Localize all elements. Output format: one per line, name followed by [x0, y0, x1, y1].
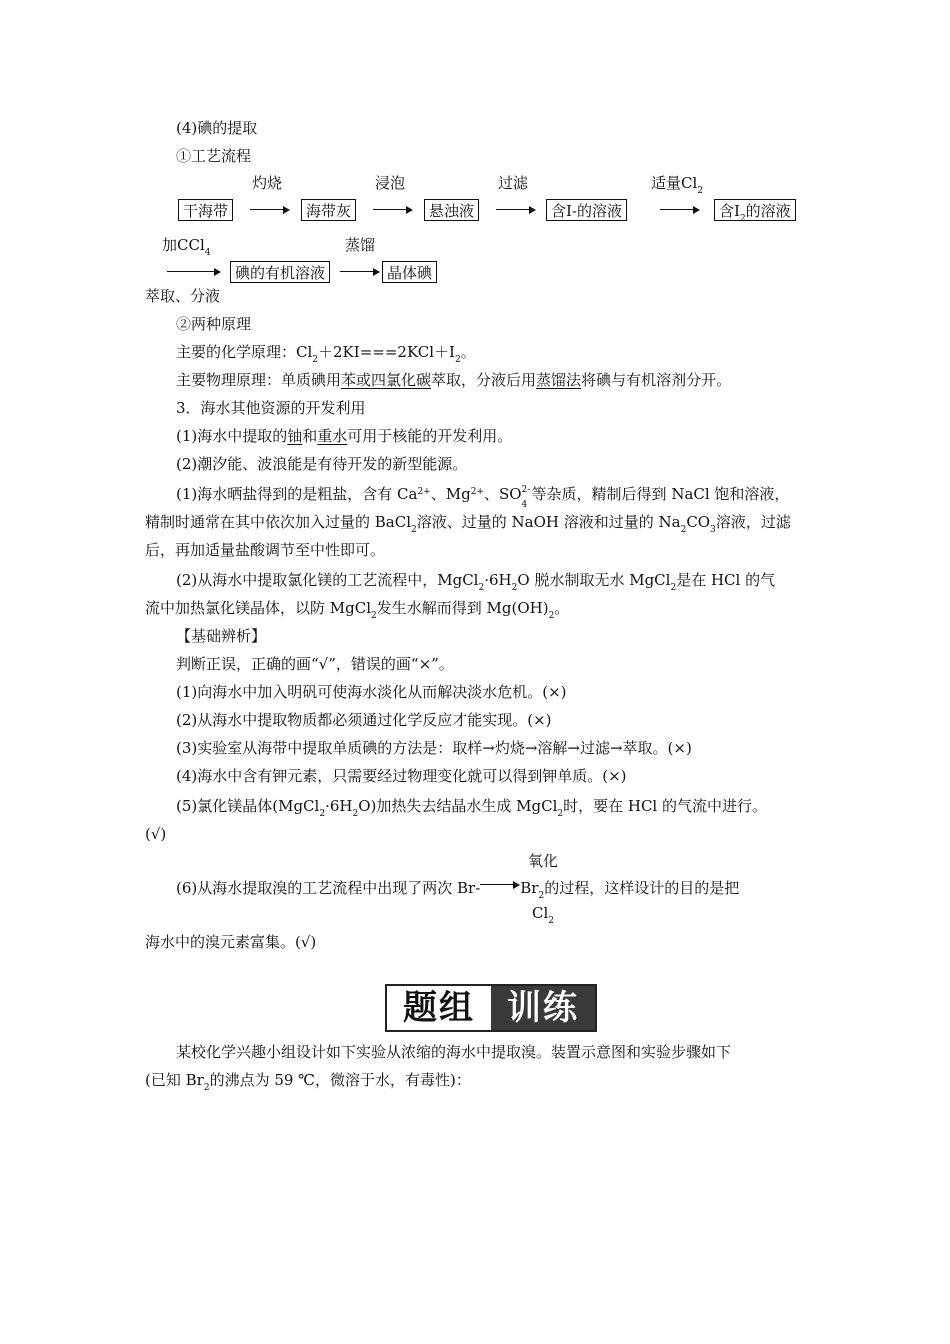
flow-label-burn: 灼烧	[252, 174, 283, 192]
note-paragraph: (2)从海水中提取氯化镁的工艺流程中，$MgCl_2\cdot 6H_2O$ 脱水制取无水 MgCl$_2$是在 HCl 的气	[176, 571, 776, 593]
flow-arrow	[496, 204, 536, 216]
banner-right: 训练	[491, 986, 595, 1030]
physical-principle: 主要物理原理：单质碘用苯或四氯化碳萃取，分液后用蒸馏法将碘与有机溶剂分开。	[176, 371, 732, 389]
section-heading-iodine: (4)碘的提取	[176, 119, 258, 137]
note-paragraph-cont: 流中加热氯化镁晶体，以防 MgCl$_2$发生水解而得到 $Mg(OH)_2$。	[145, 599, 570, 621]
flow-arrow	[250, 204, 290, 216]
paragraph: (1)海水中提取的铀和重水可用于核能的开发利用。	[176, 427, 513, 445]
flow-box-crystal-iodine: 晶体碘	[382, 261, 437, 283]
arrow-label-cl2: $Cl_2$	[532, 904, 555, 926]
flow-label-ccl4: 加CCl$_4$	[162, 236, 211, 258]
basics-item-cont: (√)	[145, 825, 167, 843]
flow-box-organic-solution: 碘的有机溶液	[230, 261, 330, 283]
flow-arrow	[167, 266, 221, 278]
flow-label-soak: 浸泡	[375, 174, 406, 192]
flow-label-filter: 过滤	[498, 174, 529, 192]
basics-item: (6)从海水提取溴的工艺流程中出现了两次 Br- $Br_2$的过程，这样设计的目的是把	[176, 879, 740, 901]
flow-box-dry-kelp: 干海带	[178, 199, 233, 221]
flow-label-extract: 萃取、分液	[145, 287, 221, 305]
principles-title: ②两种原理	[176, 315, 252, 333]
basics-item: (5)氯化镁晶体$(MgCl_2\cdot 6H_2O)$加热失去结晶水生成 MgCl$_2$时，要在 HCl 的气流中进行。	[176, 797, 768, 819]
note-paragraph-cont: 后，再加适量盐酸调节至中性即可。	[145, 541, 386, 559]
banner-left: 题组	[387, 986, 491, 1030]
chemical-principle: 主要的化学原理：$Cl_2+2KI===2KCl+I_2$。	[176, 343, 476, 365]
basics-item: (4)海水中含有钾元素，只需要经过物理变化就可以得到钾单质。(×)	[176, 767, 627, 785]
basics-item-cont: 海水中的溴元素富集。(√)	[145, 933, 317, 951]
note-paragraph-cont: 精制时通常在其中依次加入过量的 BaCl$_2$溶液、过量的 NaOH 溶液和过量的 $Na_2CO_3$溶液，过滤	[145, 513, 791, 535]
flow-title: ①工艺流程	[176, 147, 252, 165]
basics-item: (3)实验室从海带中提取单质碘的方法是：取样→灼烧→溶解→过滤→萃取。(×)	[176, 739, 692, 757]
flow-label-cl2: 适量$Cl_2$	[651, 174, 704, 196]
exercise-text: 某校化学兴趣小组设计如下实验从浓缩的海水中提取溴。装置示意图和实验步骤如下	[176, 1043, 732, 1061]
flow-arrow	[660, 204, 700, 216]
flow-label-distill: 蒸馏	[345, 236, 376, 254]
paragraph: (2)潮汐能、波浪能是有待开发的新型能源。	[176, 455, 468, 473]
reaction-arrow	[480, 879, 520, 891]
basics-item: (2)从海水中提取物质都必须通过化学反应才能实现。(×)	[176, 711, 552, 729]
basics-instruction: 判断正误，正确的画“√”，错误的画“×”。	[176, 655, 454, 673]
flow-arrow	[340, 266, 380, 278]
flow-box-iodide-solution: 含I-的溶液	[546, 199, 627, 221]
section-banner	[385, 984, 597, 1032]
basics-item: (1)向海水中加入明矾可使海水淡化从而解决淡水危机。(×)	[176, 683, 567, 701]
section-heading-other: 3．海水其他资源的开发利用	[176, 399, 366, 417]
flow-box-iodine-solution: 含$I_2$的溶液	[714, 199, 796, 221]
note-paragraph: (1)海水晒盐得到的是粗盐，含有 $Ca^{2+}$、$Mg^{2+}$、SO 2- 4 等杂质，精制后得到 NaCl 饱和溶液，	[176, 485, 790, 510]
arrow-label-oxidation: 氧化	[528, 852, 559, 870]
basics-title: 【基础辨析】	[176, 627, 267, 645]
flow-box-kelp-ash: 海带灰	[301, 199, 356, 221]
flow-arrow	[373, 204, 413, 216]
flow-box-suspension: 悬浊液	[424, 199, 479, 221]
exercise-text-cont: (已知 $Br_2$的沸点为 59 ℃，微溶于水，有毒性)：	[145, 1071, 471, 1093]
